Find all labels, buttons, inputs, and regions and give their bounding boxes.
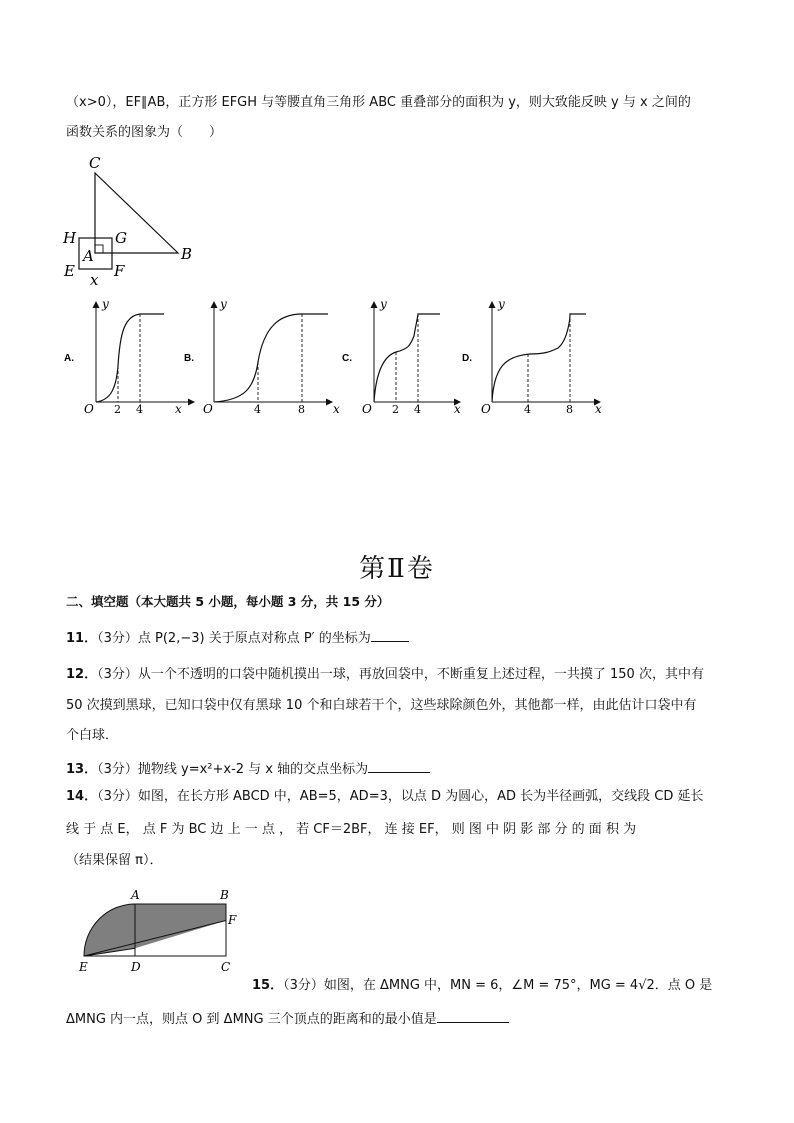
option-c-tick2: 4 [414,403,421,416]
q10-options [58,294,618,419]
option-d-tick2: 8 [566,403,573,416]
q15-answer-blank[interactable] [437,1008,509,1023]
label-b: B [181,245,193,263]
q12-line2: 50 次摸到黑球，已知口袋中仅有黑球 10 个和白球若干个，这些球除颜色外，其他都一样，由此估计口袋中有 [66,698,697,713]
q14-line2: 线 于 点 E， 点 F 为 BC 边 上 一 点 ， 若 CF＝2BF， 连 接 EF， 则 图 中 阴 影 部 分 的 面 积 为 [66,822,637,837]
option-a-yaxis: y [102,297,109,311]
label-g: G [115,229,127,247]
q14-score: （3分） [97,789,138,804]
option-a-letter: A. [64,353,74,364]
q11-number: 11． [66,631,98,646]
q11-answer-blank[interactable] [371,627,409,642]
option-b-curve [214,314,328,402]
option-c-curve [374,314,440,402]
q13 [66,758,430,780]
q15-text-2: ΔMNG 内一点，则点 O 到 ΔMNG 三个顶点的距离和的最小值是 [66,1012,437,1027]
q10-line2: 函数关系的图象为（ ） [66,125,223,140]
q10-triangle-figure [58,152,208,290]
option-a-graph[interactable] [64,297,194,416]
q10-line1: （x>0），EF∥AB，正方形 EFGH 与等腰直角三角形 ABC 重叠部分的面积为 y，则大致能反映 y 与 x 之间的 [66,95,691,110]
q15-score: （3分） [283,978,324,993]
q15-text-1: 如图，在 ΔMNG 中，MN = 6，∠M = 75°，MG = 4√2．点 O 是 [323,978,713,993]
label-f: F [114,262,125,280]
option-b-xaxis: x [333,402,340,416]
label-c14: C [221,960,231,974]
q11-text: 点 P(2,−3) 关于原点对称点 P′ 的坐标为 [137,631,371,646]
option-b-letter: B. [184,353,194,364]
q12-line3: 个白球． [66,728,119,743]
section2-heading: 二、填空题（本大题共 5 小题，每小题 3 分，共 15 分） [66,594,390,609]
label-b14: B [220,888,229,902]
shaded-arc-region [84,904,135,956]
option-d-tick1: 4 [524,403,531,416]
option-d-origin: O [481,402,491,416]
option-d-xaxis: x [595,402,602,416]
q14-number: 14． [66,789,98,804]
option-b-yaxis: y [220,297,227,311]
label-e14: E [79,960,88,974]
right-angle-mark [95,245,103,253]
option-d-letter: D. [462,353,472,364]
option-b-tick1: 4 [254,403,261,416]
label-a: A [83,247,94,265]
option-b-tick2: 8 [298,403,305,416]
option-d-yaxis: y [498,297,505,311]
q12-line1 [66,665,704,685]
q15-line2 [66,1008,509,1030]
option-d-graph[interactable] [462,297,602,416]
label-f14: F [228,913,237,927]
q13-text: 抛物线 y=x²+x-2 与 x 轴的交点坐标为 [137,762,369,777]
section-title: 第Ⅱ卷 [359,554,435,584]
q13-answer-blank[interactable] [368,758,430,773]
option-a-xaxis: x [175,402,182,416]
option-c-graph[interactable] [342,297,461,416]
option-d-curve [492,314,586,402]
q12-number: 12． [66,667,98,682]
option-b-graph[interactable] [184,297,340,416]
option-a-tick2: 4 [136,403,143,416]
q11-score: （3分） [97,631,138,646]
option-a-curve [96,314,164,402]
shaded-quad-region [135,904,226,948]
q14-line3: （结果保留 π）． [66,853,163,868]
q12-text-1: 从一个不透明的口袋中随机摸出一球，再放回袋中，不断重复上述过程，一共摸了 150 次，其中有 [137,667,704,682]
option-c-tick1: 2 [392,403,399,416]
q14-rectangle-figure [76,884,246,980]
label-h: H [63,229,77,247]
q12-score: （3分） [97,667,138,682]
q14-text-1: 如图，在长方形 ABCD 中，AB=5，AD=3，以点 D 为圆心，AD 长为半径画弧，交线段 CD 延长 [137,789,704,804]
label-e: E [64,262,75,280]
q11 [66,627,409,649]
label-x: x [90,271,99,289]
option-a-origin: O [84,402,94,416]
option-b-origin: O [203,402,213,416]
q13-number: 13． [66,762,98,777]
option-c-letter: C. [342,353,352,364]
q14-line1 [66,787,704,807]
label-c: C [89,154,101,172]
option-a-tick1: 2 [114,403,121,416]
q15-line1 [252,976,712,996]
q15-number: 15． [252,978,284,993]
option-c-yaxis: y [380,297,387,311]
q13-score: （3分） [97,762,138,777]
triangle-abc [95,173,178,253]
option-c-xaxis: x [454,402,461,416]
option-c-origin: O [362,402,372,416]
label-a14: A [131,888,140,902]
label-d14: D [131,960,141,974]
